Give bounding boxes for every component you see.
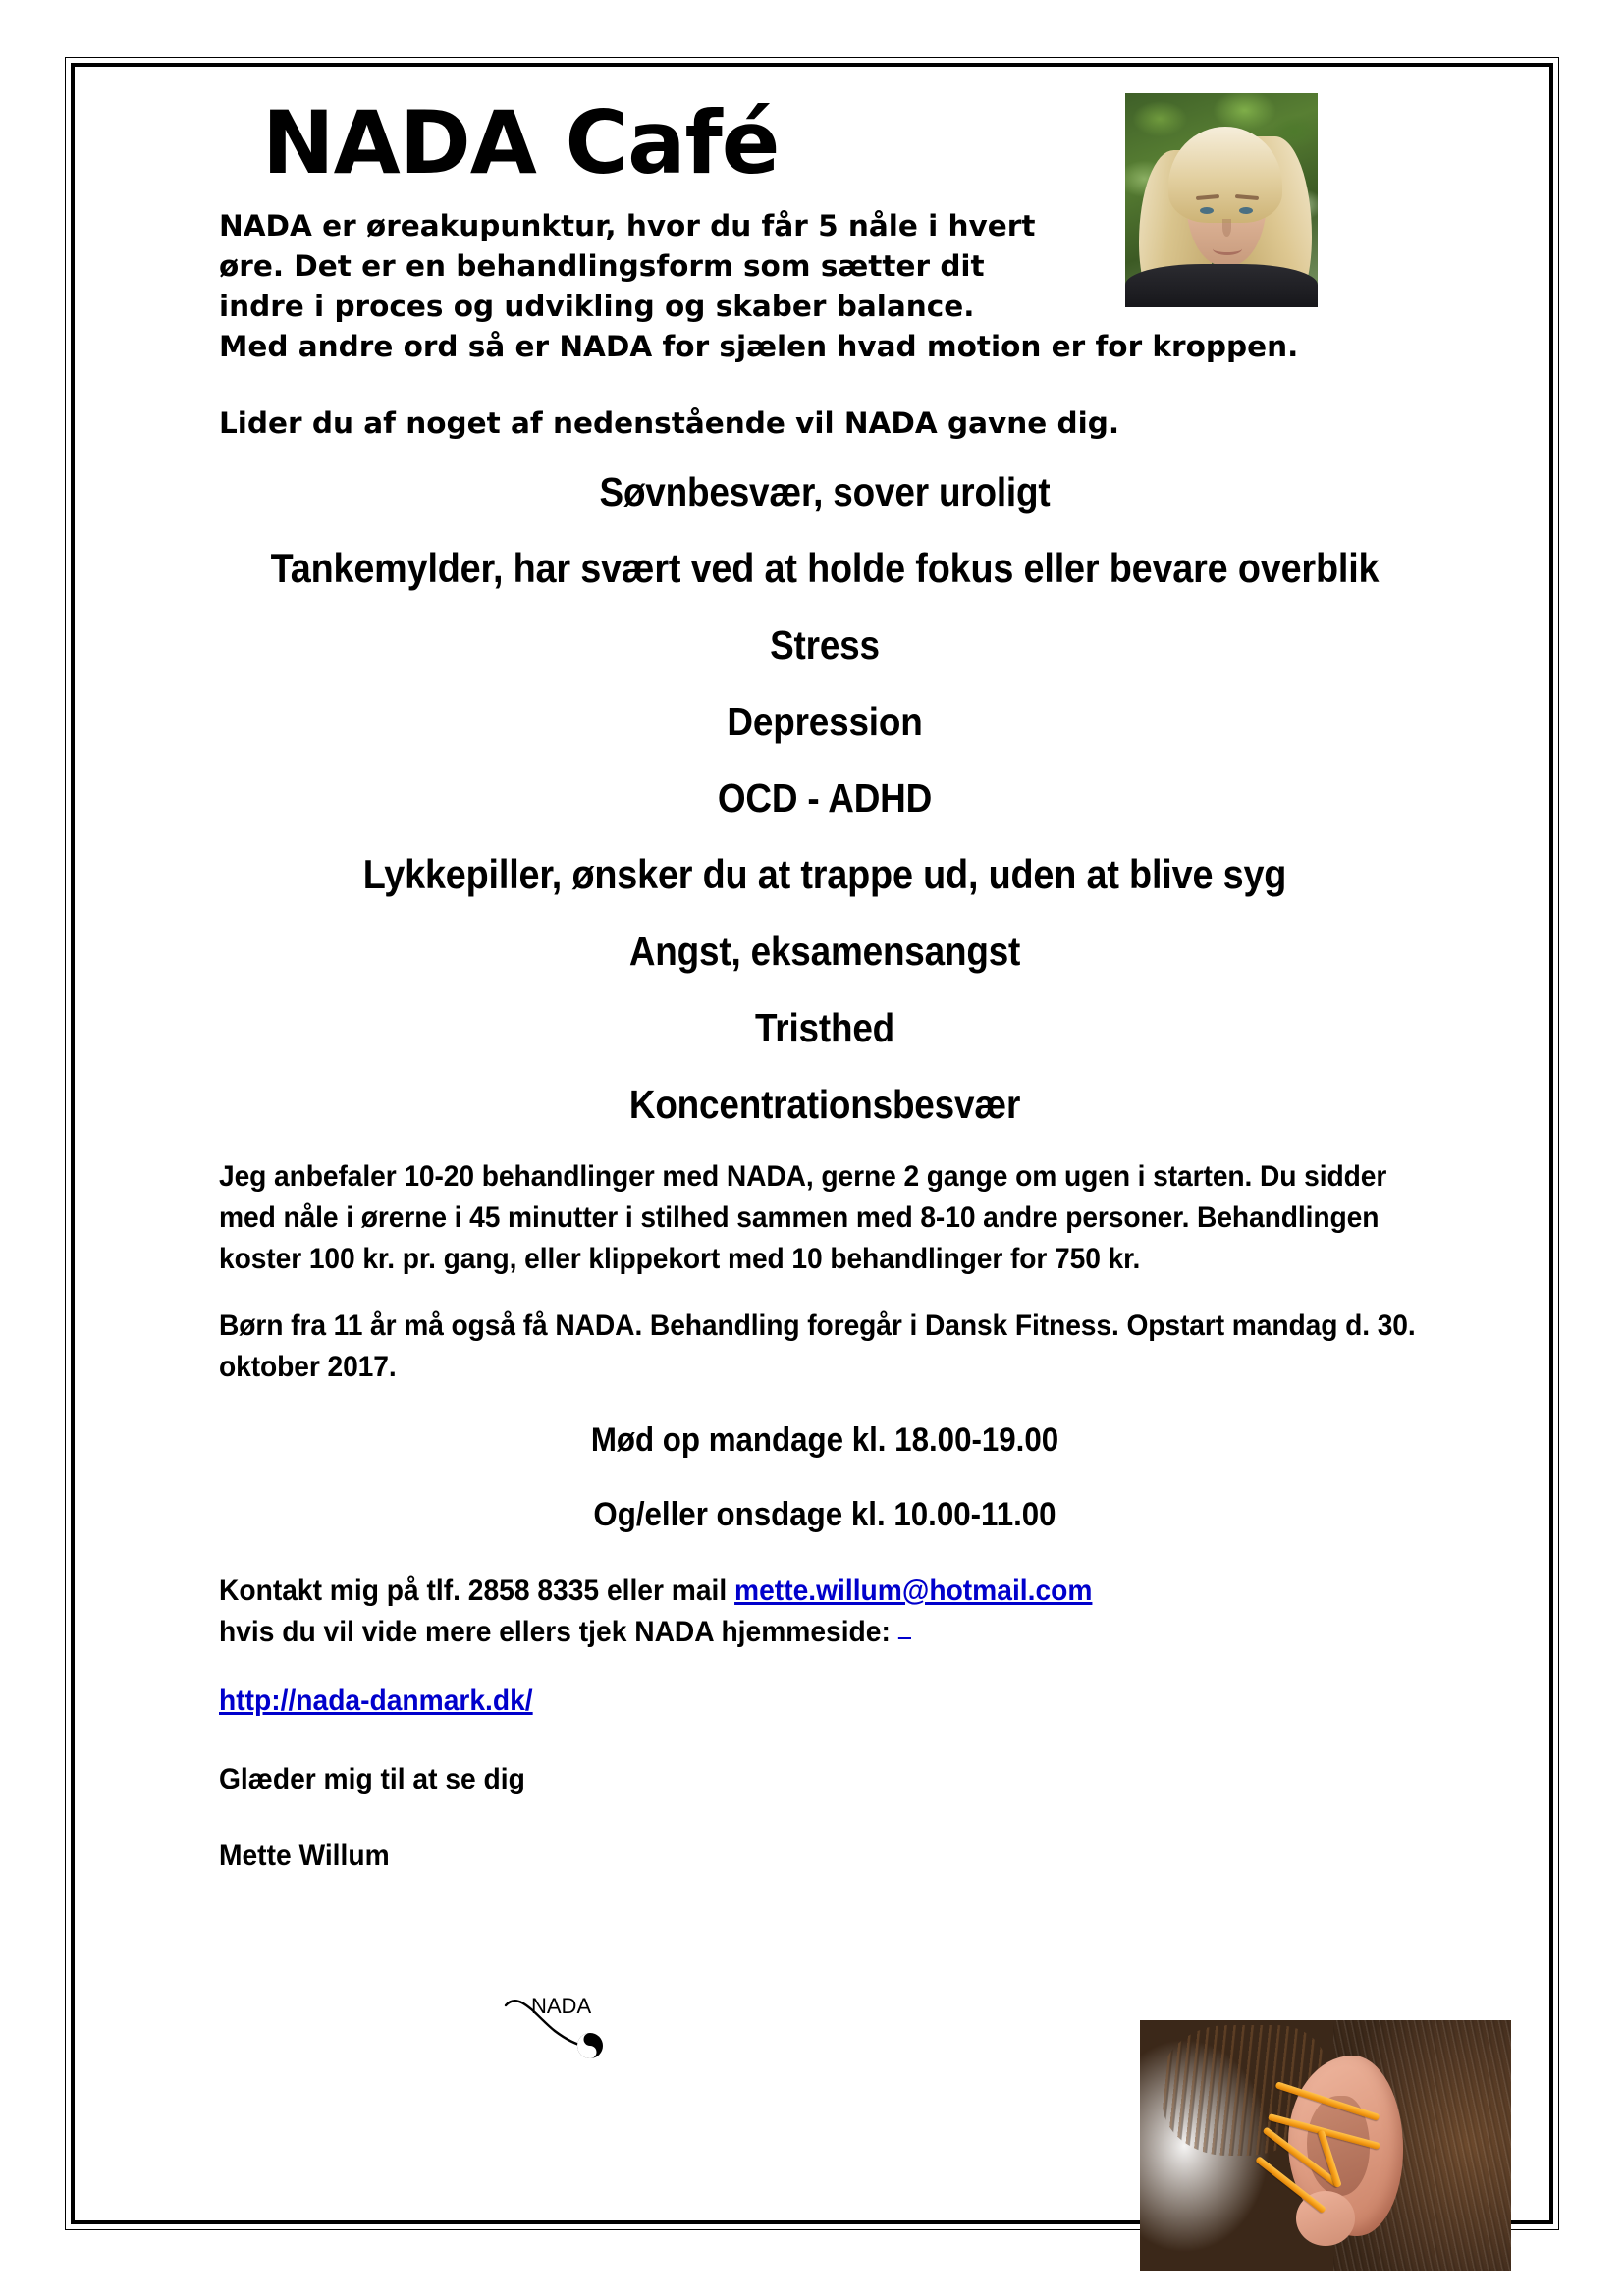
list-item: Angst, eksamensangst — [628, 929, 1021, 975]
symptom-list — [152, 467, 1497, 1129]
page-title: NADA Café — [262, 92, 780, 193]
intro-line-2: øre. Det er en behandlingsform som sætter dit — [219, 249, 985, 284]
website-hint-text: hvis du vil vide mere ellers tjek NADA hjemmeside: — [219, 1616, 898, 1649]
contact-line-website-hint — [219, 1612, 1421, 1653]
meeting-time-monday: Mød op mandage kl. 18.00-19.00 — [590, 1421, 1059, 1460]
treatment-details-paragraph: Jeg anbefaler 10-20 behandlinger med NADA, gerne 2 gange om ugen i starten. Du sidder med nåle i ørerne i 45 minutter i stilhed sammen med 8-10 andre personer. Behandlingen koster 100 kr. pr. gang, eller klippekort med 10 behandlinger for 750 kr. — [219, 1160, 1387, 1276]
intro-line-4: Med andre ord så er NADA for sjælen hvad motion er for kroppen. — [219, 330, 1299, 364]
portrait-eye-left — [1200, 207, 1214, 214]
website-url-row — [219, 1681, 1421, 1724]
contact-prefix-text: Kontakt mig på tlf. 2858 8335 eller mail — [219, 1575, 735, 1608]
portrait-jacket — [1125, 264, 1318, 307]
signature-name: Mette Willum — [219, 1840, 390, 1873]
email-link[interactable]: mette.willum@hotmail.com — [734, 1575, 1093, 1608]
list-item: Tristhed — [754, 1005, 895, 1051]
portrait-eye-right — [1239, 207, 1253, 214]
list-item: Stress — [770, 622, 880, 668]
list-item: Depression — [727, 699, 923, 745]
lead-text: Lider du af noget af nedenstående vil NADA gavne dig. — [219, 406, 1120, 441]
list-item: Lykkepiller, ønsker du at trappe ud, uden at blive syg — [362, 851, 1287, 898]
intro-line-3: indre i proces og udvikling og skaber balance. — [219, 290, 975, 324]
contact-line-phone-mail — [219, 1571, 1421, 1612]
closing-line: Glæder mig til at se dig — [219, 1763, 525, 1796]
list-item: Søvnbesvær, sover uroligt — [599, 469, 1051, 515]
portrait-photo — [1125, 93, 1318, 307]
list-item: OCD - ADHD — [717, 775, 933, 822]
location-start-paragraph: Børn fra 11 år må også få NADA. Behandling foregår i Dansk Fitness. Opstart mandag d. 30. oktober 2017. — [219, 1309, 1416, 1384]
list-item: Koncentrationsbesvær — [628, 1082, 1021, 1128]
list-item: Tankemylder, har svært ved at holde fokus eller bevare overblik — [270, 545, 1380, 592]
contact-block — [219, 1571, 1421, 1653]
nada-logo-icon — [498, 1984, 608, 2068]
website-link[interactable]: http://nada-danmark.dk/ — [219, 1684, 533, 1718]
poster-border — [65, 57, 1559, 2230]
portrait-mouth — [1213, 242, 1242, 255]
meeting-time-wednesday: Og/eller onsdage kl. 10.00-11.00 — [593, 1496, 1056, 1534]
portrait-nose — [1222, 219, 1231, 237]
ear-acupuncture-photo — [1140, 2020, 1511, 2271]
intro-line-1: NADA er øreakupunktur, hvor du får 5 nåle i hvert — [219, 209, 1036, 243]
svg-text:NADA: NADA — [531, 1994, 592, 2018]
poster-content — [66, 58, 1558, 2229]
trailing-link-space — [898, 1637, 911, 1639]
